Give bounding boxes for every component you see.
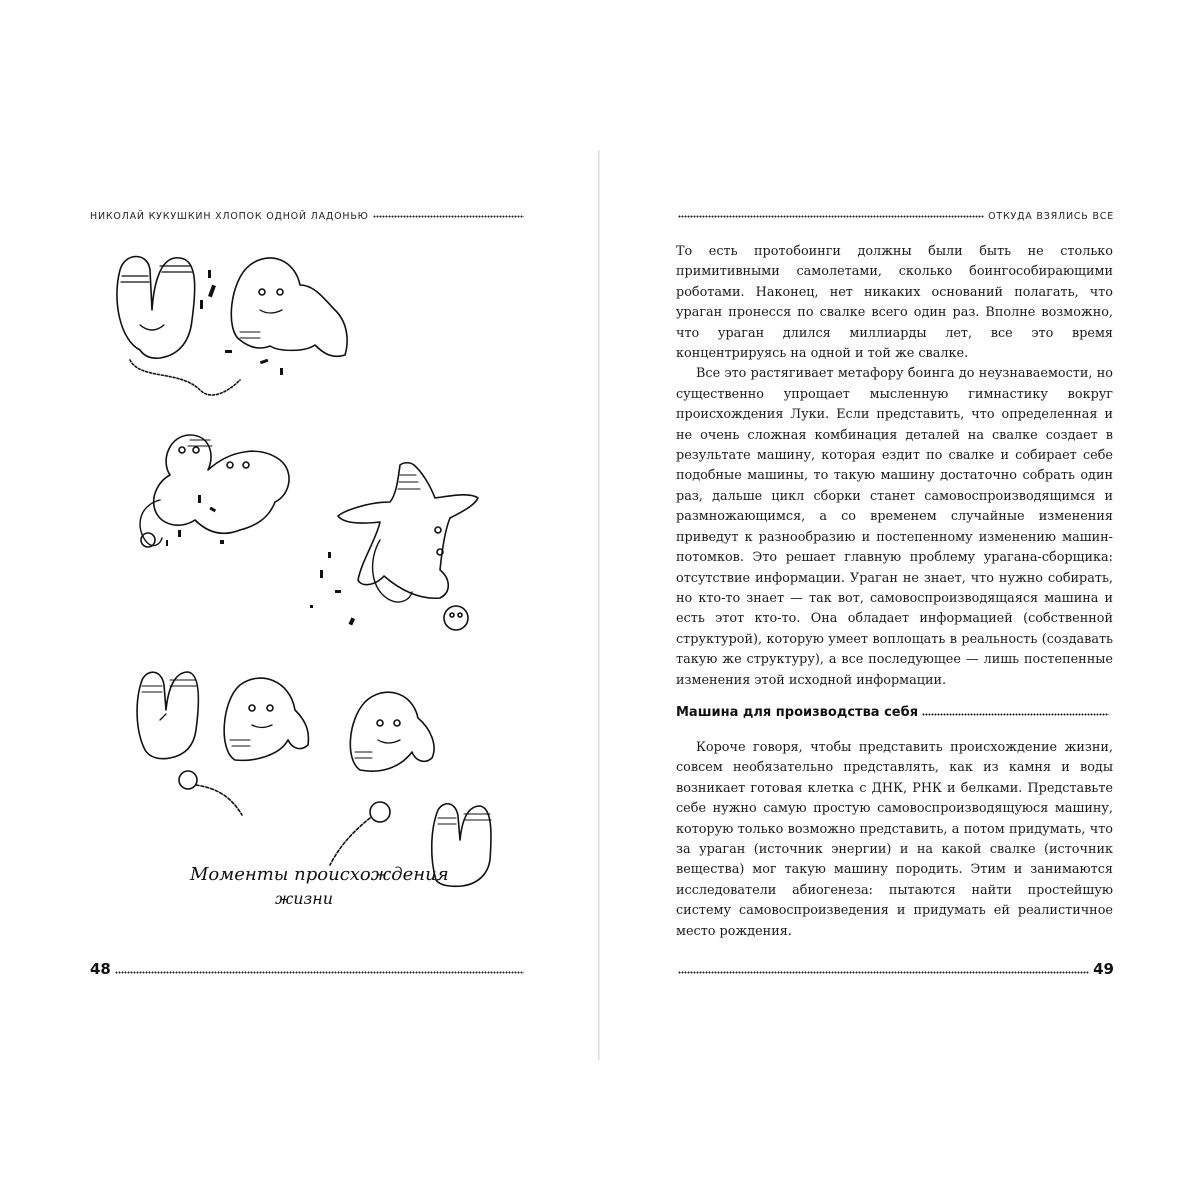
debris-1 — [200, 270, 283, 375]
dotted-leader — [373, 214, 524, 219]
right-running-head — [674, 206, 1114, 222]
dotted-leader — [678, 970, 1089, 975]
section-heading — [676, 700, 1113, 720]
dotted-leader — [678, 214, 984, 219]
paragraph-3: Короче говоря, чтобы представить происхождение жизни, совсем необязательно представлять, как из камня и воды возникает готовая клетка с ДНК, РНК и белками. Представьте себе нужно самую простую самовоспроизводящуюся машину, которую только возможно представить, а потом придумать, что за ураган (источник энергии) и на какой свалке (источник вещества) мог такую машину породить. Этим и занимаются исследователи абиогенеза: пытаются найти простейшую систему самовоспроизведения и придумать ей реалистичное место рождения. — [676, 740, 1113, 939]
creature-two-finger-1 — [117, 257, 195, 359]
illustration-origins-of-life — [100, 240, 530, 930]
creature-two-finger-2 — [137, 672, 198, 759]
right-page-number: 49 — [1093, 960, 1114, 978]
page-fold — [598, 150, 600, 1060]
creature-ghost-3 — [350, 692, 434, 771]
creature-tail-1 — [130, 360, 240, 395]
dotted-leader — [922, 712, 1109, 717]
left-page-number: 48 — [90, 960, 111, 978]
right-running-head-text: ОТКУДА ВЗЯЛИСЬ ВСЕ — [988, 211, 1114, 222]
right-body-top — [676, 242, 1113, 691]
creature-cluster-2 — [140, 435, 289, 547]
small-worm-1 — [179, 771, 242, 815]
debris-3 — [310, 552, 355, 625]
small-worm-2 — [330, 802, 390, 865]
right-folio — [674, 956, 1114, 978]
creature-ghost-2 — [224, 678, 308, 760]
section-title: Машина для производства себя — [676, 705, 919, 720]
dotted-leader — [115, 970, 524, 975]
left-running-head-text: НИКОЛАЙ КУКУШКИН ХЛОПОК ОДНОЙ ЛАДОНЬЮ — [90, 211, 369, 222]
creature-ghost-1 — [231, 258, 347, 356]
paragraph-2: Все это растягивает метафору боинга до неузнаваемости, но существенно упрощает мысленную гимнастику вокруг происхождения Луки. Если представить, что определенная и не очень сложная комбинация деталей на свалке создает в результате машину, которая ездит по свалке и собирает себе подобные машины, то такую машину достаточно собрать один раз, дальше цикл сборки станет самовоспроизводящимся и размножающимся, а со временем случайные изменения приведут к разнообразию и постепенному изменению машин-потомков. Это решает главную проблему урагана-сборщика: отсутствие информации. Ураган не знает, что нужно собирать, но кто-то знает — так вот, самовоспроизводящаяся машина и есть этот кто-то. Она обладает информацией (собственной структурой), которую умеет воплощать в реальность (создавать такую же структуру), а все последующее — лишь постепенные изменения этой исходной информации. — [676, 366, 1113, 688]
illustration-caption-line2: жизни — [275, 889, 334, 908]
left-running-head — [90, 206, 528, 222]
illustration-caption-line1: Моменты происхождения — [190, 864, 449, 885]
paragraph-1: То есть протобоинги должны были быть не столько примитивными самолетами, сколько боингособирающими роботами. Наконец, нет никаких оснований полагать, что ураган пронесся по свалке всего один раз. Вполне возможно, что ураган длился миллиарды лет, все это время концентрируясь на одной и той же свалке. — [676, 244, 1113, 362]
right-body-bottom — [676, 738, 1113, 942]
left-folio — [90, 956, 528, 978]
creature-star-3 — [338, 463, 478, 630]
